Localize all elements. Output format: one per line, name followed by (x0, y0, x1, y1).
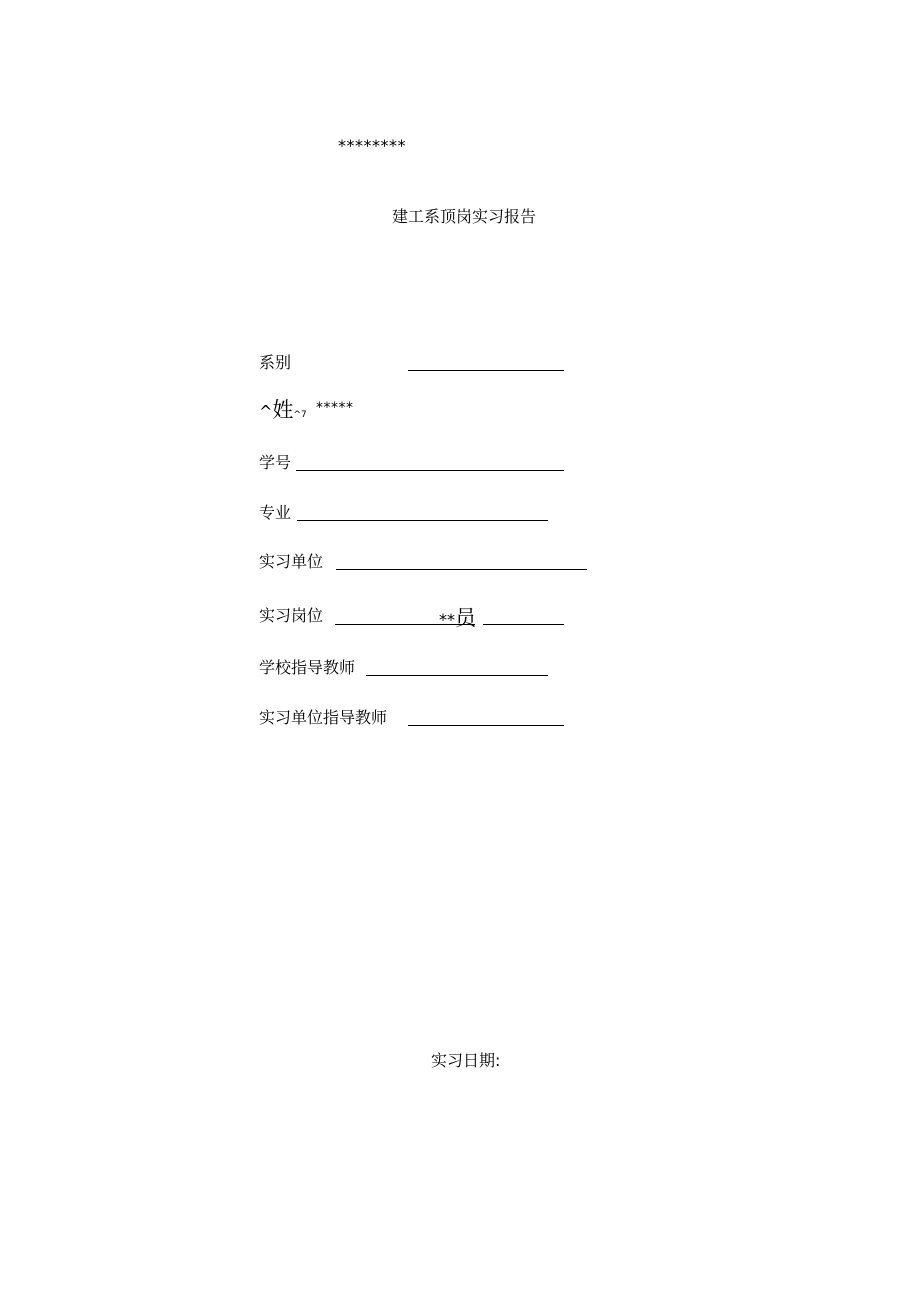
department-label: 系别 (259, 353, 292, 372)
student-id-field-line[interactable] (296, 470, 564, 471)
name-label-prefix: ^ (259, 402, 273, 421)
name-label (259, 394, 307, 424)
department-field-line[interactable] (408, 370, 564, 371)
unit-advisor-field-line[interactable] (408, 725, 564, 726)
internship-unit-label: 实习单位 (259, 552, 324, 571)
internship-unit-field-line[interactable] (336, 569, 587, 570)
internship-post-value-underline (439, 624, 475, 625)
school-advisor-field-line[interactable] (366, 675, 548, 676)
internship-post-value (439, 602, 476, 632)
name-value: ***** (316, 400, 354, 416)
name-label-suffix: ^7 (293, 410, 307, 420)
internship-post-field-line-left[interactable] (335, 624, 439, 625)
header-stars: ******** (338, 136, 406, 155)
internship-post-value-char: 员 (455, 606, 476, 630)
page-title: 建工系顶岗实习报告 (392, 207, 537, 226)
internship-date-label: 实习日期: (431, 1051, 501, 1070)
internship-post-label: 实习岗位 (259, 606, 324, 625)
internship-post-value-stars: ** (439, 610, 455, 629)
unit-advisor-label: 实习单位指导教师 (259, 708, 388, 727)
student-id-label: 学号 (259, 453, 292, 472)
major-field-line[interactable] (297, 520, 548, 521)
major-label: 专业 (259, 503, 292, 522)
school-advisor-label: 学校指导教师 (259, 658, 356, 677)
internship-post-field-line-right[interactable] (483, 624, 564, 625)
name-label-char: 姓 (272, 398, 294, 422)
